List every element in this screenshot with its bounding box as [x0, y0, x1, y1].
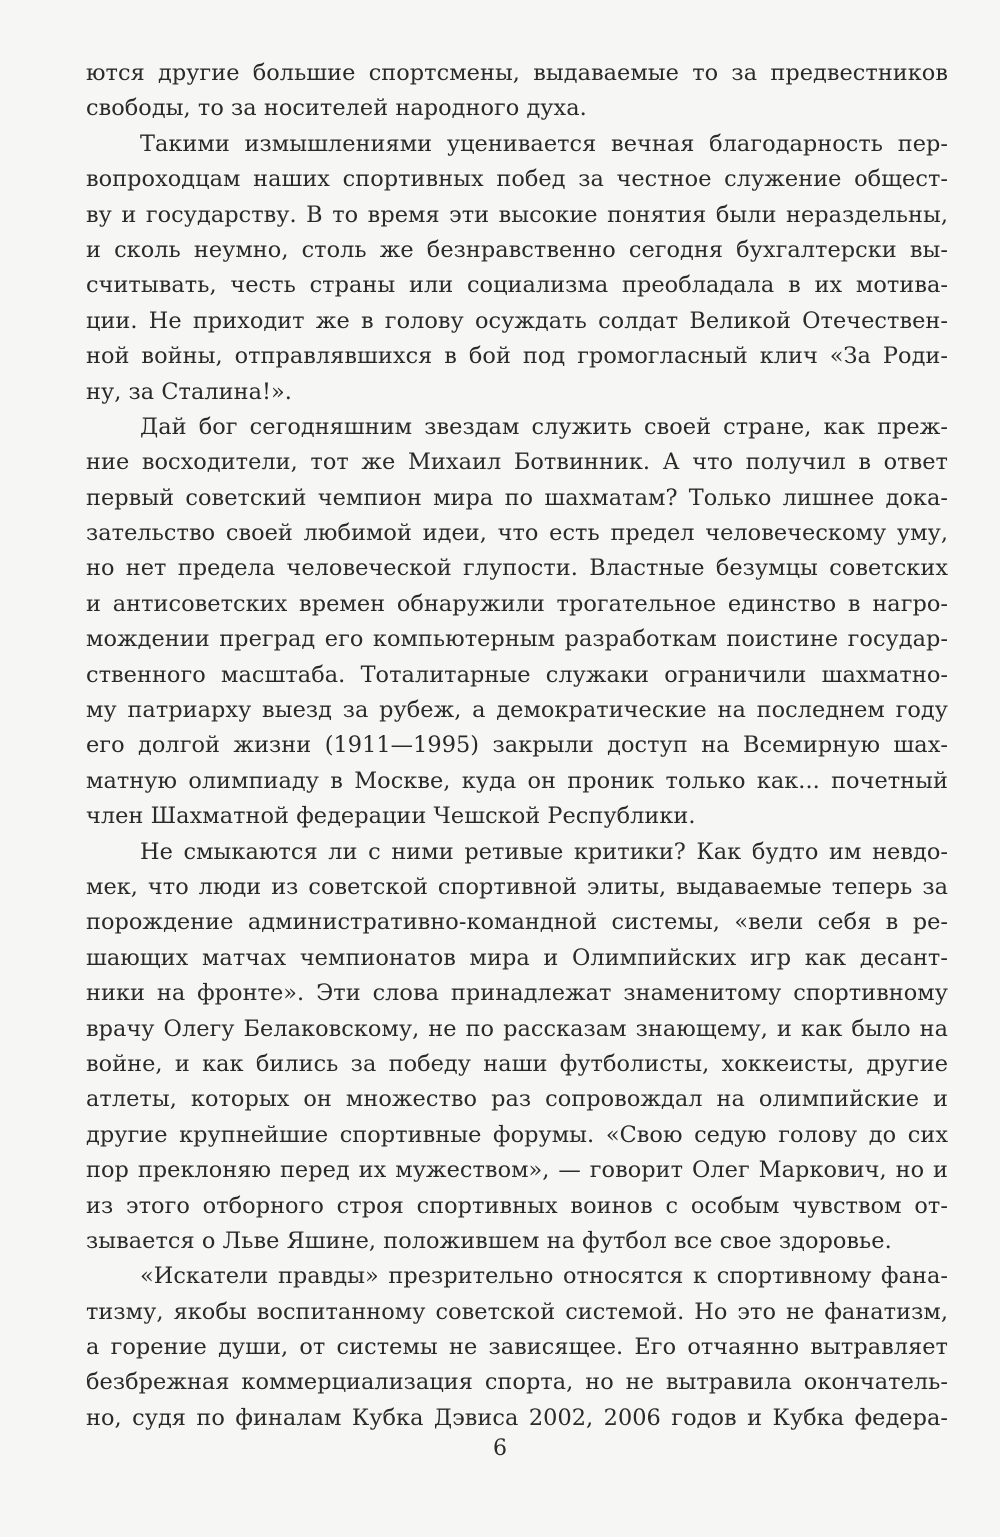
text-line: другие крупнейшие спортивные форумы. «Свою седую голову до сих [86, 1121, 948, 1148]
text-line: зательство своей любимой идеи, что есть предел человеческому уму, [86, 520, 948, 547]
text-line: шающих матчах чемпионатов мира и Олимпийских игр как десант- [86, 944, 948, 971]
text-line: тизму, якобы воспитанному советской системой. Но это не фанатизм, [86, 1298, 948, 1325]
text-line: порождение административно-командной системы, «вели себя в ре- [86, 909, 948, 936]
text-line: но, судя по финалам Кубка Дэвиса 2002, 2006 годов и Кубка федера- [86, 1404, 948, 1431]
text-line: ние восходители, тот же Михаил Ботвинник. А что получил в ответ [86, 449, 948, 476]
text-line: врачу Олегу Белаковскому, не по рассказам знающему, и как было на [86, 1015, 948, 1042]
text-line: му патриарху выезд за рубеж, а демократические на последнем году [86, 697, 948, 724]
text-line: пор преклоняю перед их мужеством», — говорит Олег Маркович, но и [86, 1157, 948, 1184]
paragraph [86, 835, 948, 1260]
paragraph [86, 56, 948, 127]
text-line: мек, что люди из советской спортивной элиты, выдаваемые теперь за [86, 873, 948, 900]
text-line: считывать, честь страны или социализма преобладала в их мотива- [86, 272, 948, 299]
paragraph [86, 410, 948, 835]
text-line: из этого отборного строя спортивных воинов с особым чувством от- [86, 1192, 948, 1219]
text-line: ники на фронте». Эти слова принадлежат знаменитому спортивному [86, 980, 948, 1007]
text-line: зывается о Льве Яшине, положившем на футбол все свое здоровье. [86, 1227, 892, 1254]
text-line: но нет предела человеческой глупости. Властные безумцы советских [86, 555, 948, 582]
text-line: мождении преград его компьютерным разработкам поистине государ- [86, 626, 948, 653]
text-line: ну, за Сталина!». [86, 378, 292, 405]
page-body [86, 56, 948, 1436]
text-line: атлеты, которых он множество раз сопровождал на олимпийские и [86, 1086, 948, 1113]
text-line: ются другие большие спортсмены, выдаваемые то за предвестников [86, 60, 948, 86]
text-line: вопроходцам наших спортивных побед за честное служение общест- [86, 166, 948, 193]
text-line: Не смыкаются ли с ними ретивые критики? Как будто им невдо- [140, 838, 948, 865]
text-line: его долгой жизни (1911—1995) закрыли доступ на Всемирную шах- [86, 732, 948, 759]
text-line: свободы, то за носителей народного духа. [86, 95, 587, 122]
paragraph [86, 1259, 948, 1436]
text-line: матную олимпиаду в Москве, куда он проник только как... почетный [86, 767, 948, 794]
text-line: Такими измышлениями уценивается вечная благодарность пер- [140, 130, 948, 157]
text-line: ву и государству. В то время эти высокие понятия были нераздельны, [86, 201, 948, 228]
text-line: Дай бог сегодняшним звездам служить своей стране, как преж- [140, 413, 948, 440]
paragraph [86, 127, 948, 410]
text-line: член Шахматной федерации Чешской Республики. [86, 803, 696, 830]
page-number: 6 [493, 1436, 507, 1461]
text-line: первый советский чемпион мира по шахматам? Только лишнее дока- [86, 484, 948, 511]
text-line: безбрежная коммерциализация спорта, но не вытравила окончатель- [86, 1369, 948, 1396]
text-line: ции. Не приходит же в голову осуждать солдат Великой Отечествен- [86, 307, 948, 334]
text-line: «Искатели правды» презрительно относятся к спортивному фана- [140, 1263, 948, 1290]
text-line: ной войны, отправлявшихся в бой под громогласный клич «За Роди- [86, 343, 948, 370]
text-line: ственного масштаба. Тоталитарные служаки ограничили шахматно- [86, 661, 948, 688]
text-line: и сколь неумно, столь же безнравственно сегодня бухгалтерски вы- [86, 236, 948, 263]
text-line: войне, и как бились за победу наши футболисты, хоккеисты, другие [86, 1050, 948, 1077]
text-line: а горение души, от системы не зависящее. Его отчаянно вытравляет [86, 1334, 948, 1361]
text-line: и антисоветских времен обнаружили трогательное единство в нагро- [86, 590, 948, 617]
text-block [86, 56, 948, 1436]
